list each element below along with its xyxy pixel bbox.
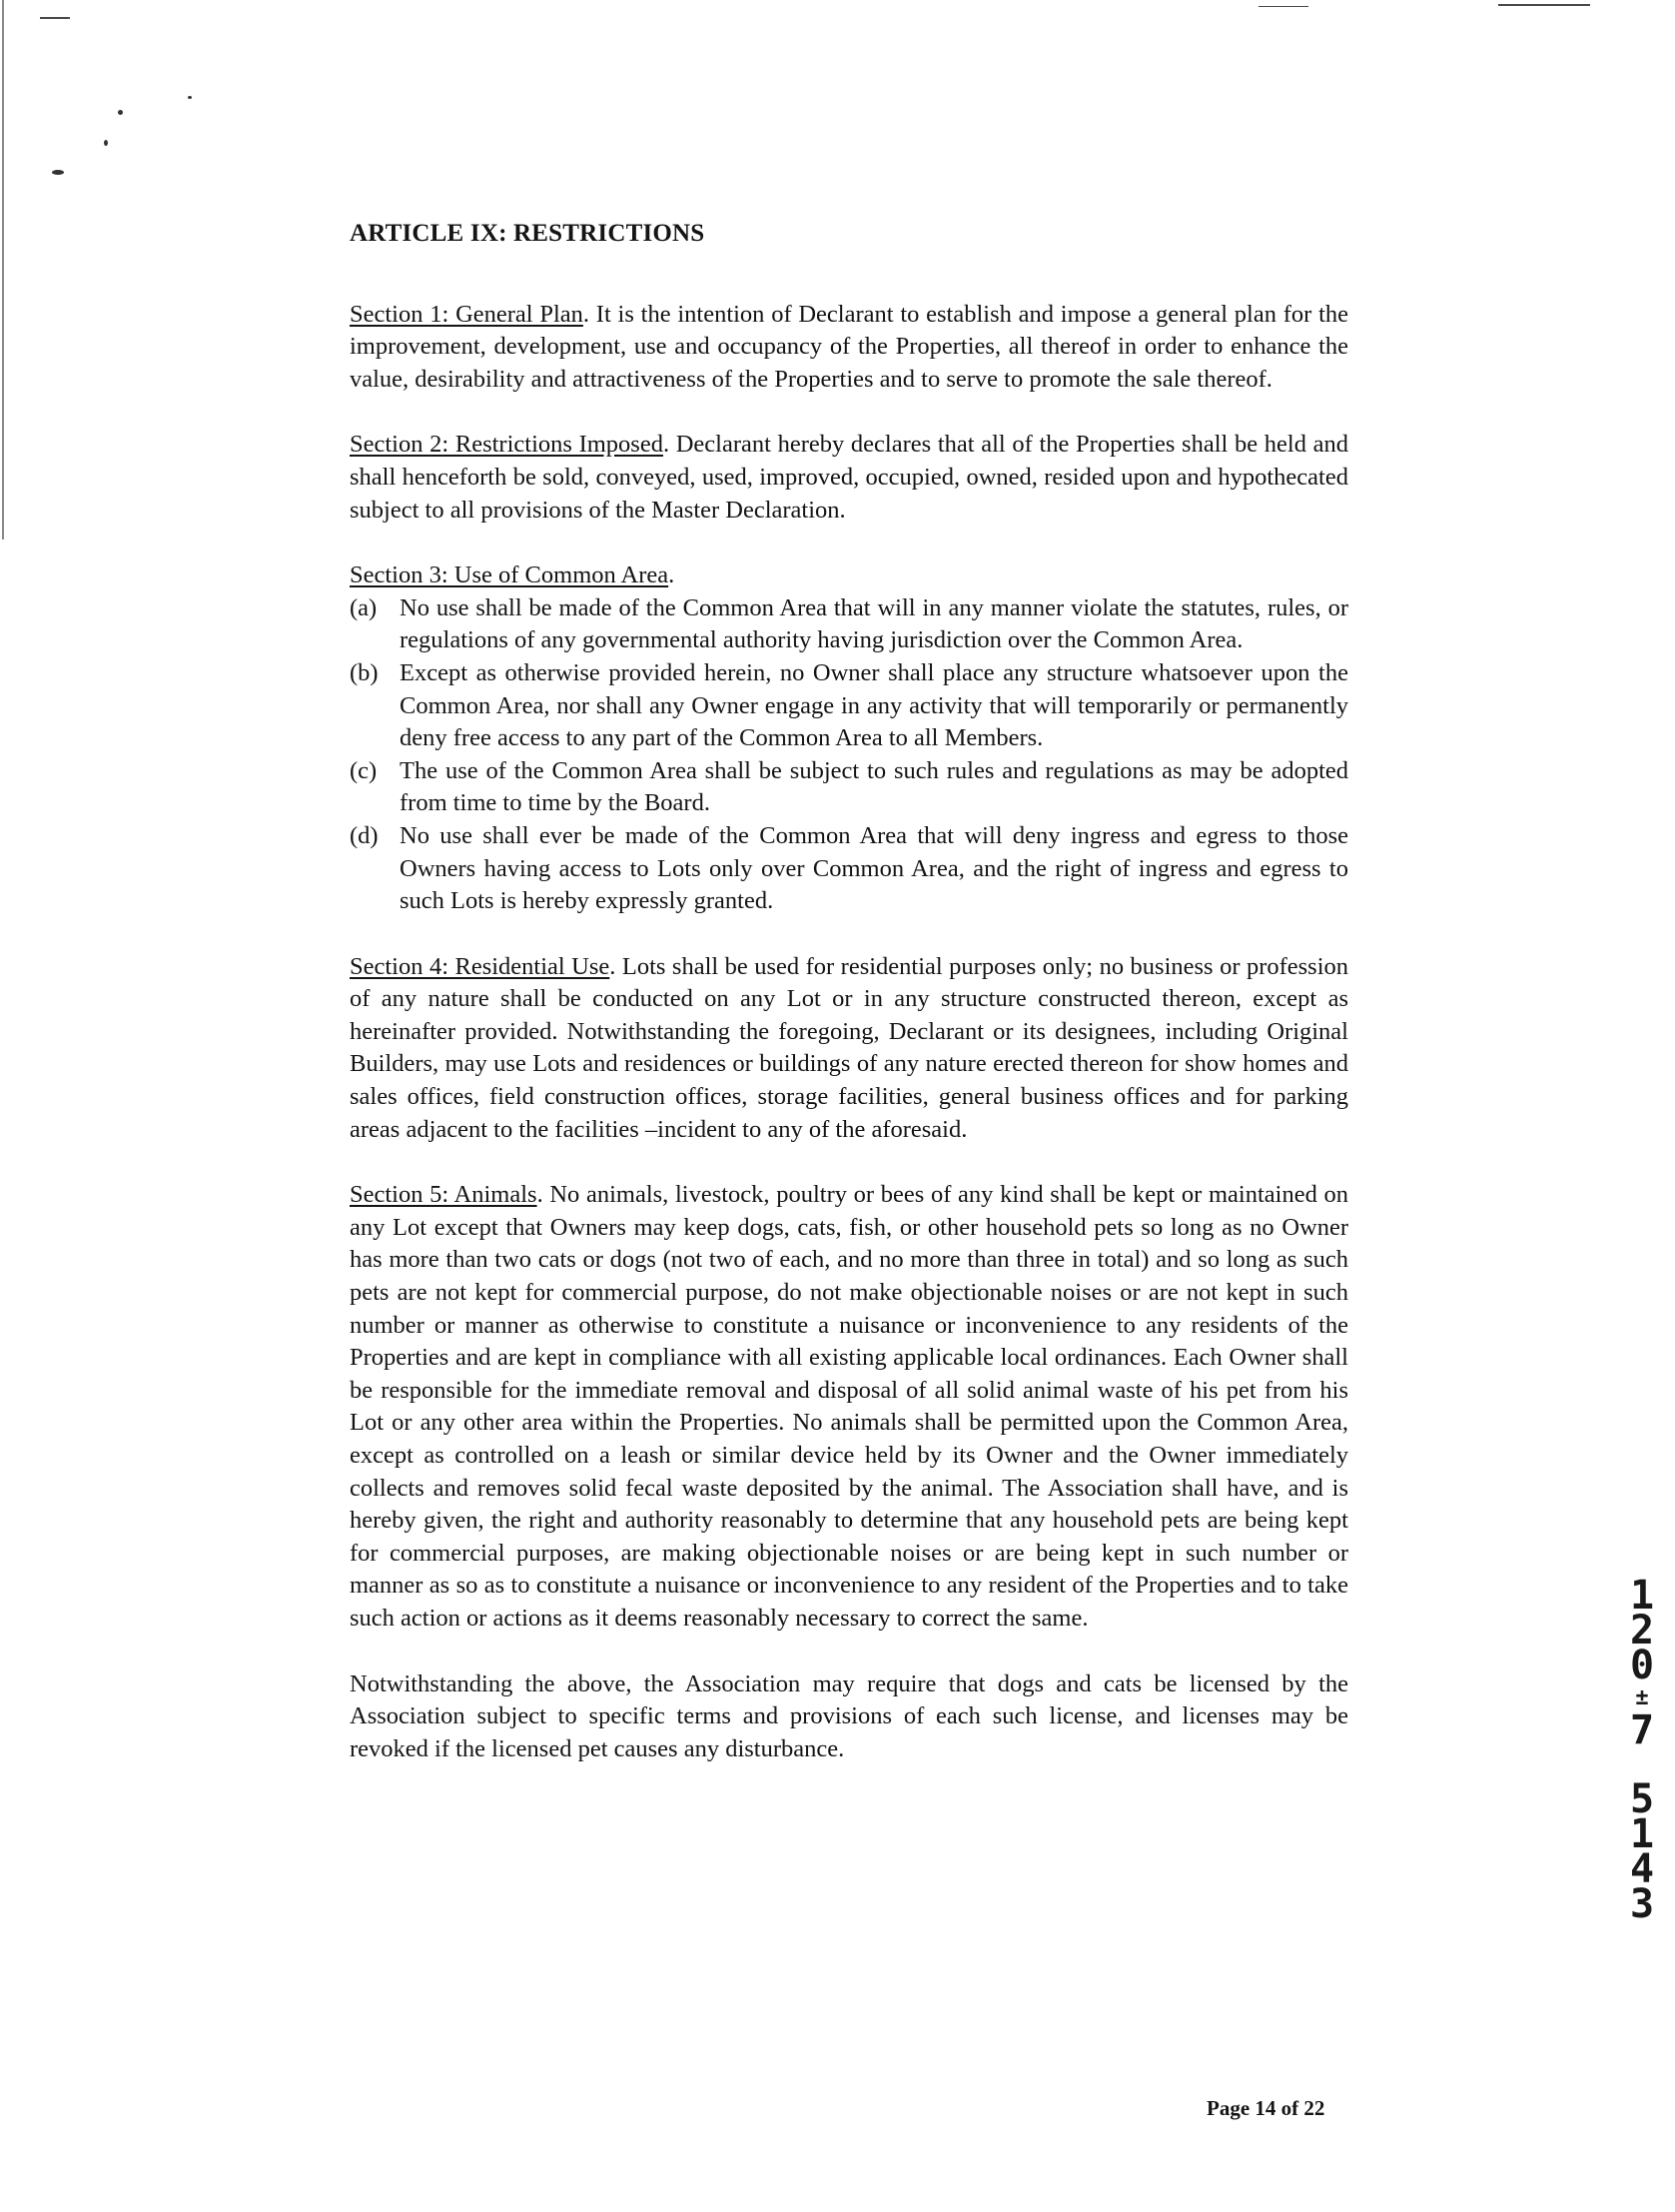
- list-item-marker: (b): [350, 658, 379, 686]
- scan-speck: [104, 140, 108, 146]
- section-5-heading: Section 5: Animals: [350, 1181, 537, 1209]
- scan-speck: [188, 96, 192, 99]
- margin-stamp: [1622, 1573, 1662, 1927]
- stamp-digit: 2: [1629, 1608, 1655, 1654]
- stamp-digit: 1: [1629, 1811, 1655, 1857]
- section-5: [350, 1179, 1348, 1635]
- list-item: [350, 755, 1348, 820]
- section-1-heading: Section 1: General Plan: [350, 300, 583, 328]
- stamp-digit: 3: [1629, 1881, 1655, 1927]
- article-title: ARTICLE IX: RESTRICTIONS: [350, 220, 705, 247]
- section-3-text: .: [668, 561, 675, 589]
- list-item-marker: (d): [350, 821, 379, 849]
- stamp-digit: 7: [1629, 1707, 1655, 1753]
- section-4-text: . Lots shall be used for residential purposes only; no business or profession of any nature shall be conducted on any Lot or in any structure constructed thereon, except as hereinafter provided. Notwithstanding the foregoing, Declarant or its designees, including Original Builders, may use Lots and residences or buildings of any nature erected thereon for show homes and sales offices, field construction offices, storage facilities, general business offices and for parking areas adjacent to the facilities –incident to any of the aforesaid.: [350, 952, 1349, 1143]
- scan-speck: [52, 170, 64, 175]
- scan-line-top-right: [1498, 4, 1590, 6]
- page-number: Page 14 of 22: [1207, 2096, 1325, 2120]
- section-1: [350, 299, 1348, 397]
- list-item-text: Except as otherwise provided herein, no Owner shall place any structure whatsoever upon the Common Area, nor shall any Owner engage in any activity that will temporarily or permanently deny free access to any part of the Common Area to all Members.: [400, 658, 1348, 752]
- list-item-marker: (a): [350, 593, 378, 621]
- section-4: [350, 951, 1348, 1147]
- scan-speck: [118, 110, 123, 115]
- section-2-text: . Declarant hereby declares that all of the Properties shall be held and shall henceforth be sold, conveyed, used, improved, occupied, owned, resided upon and hypothecated subject to all provisions of the Master Declaration.: [350, 431, 1348, 524]
- list-item: [350, 592, 1348, 657]
- scan-line-top-mid: [1258, 6, 1308, 7]
- scan-line-top-left: [40, 17, 70, 19]
- section-2-heading: Section 2: Restrictions Imposed: [350, 431, 663, 459]
- list-item-text: No use shall ever be made of the Common Area that will deny ingress and egress to those Owners having access to Lots only over Common Area, and the right of ingress and egress to such Lots is hereby expressly granted.: [400, 821, 1348, 915]
- stamp-digit: 5: [1629, 1776, 1655, 1822]
- scan-line-left-edge: [2, 0, 4, 540]
- section-3: [350, 559, 1348, 592]
- list-item-text: The use of the Common Area shall be subject to such rules and regulations as may be adopted from time to time by the Board.: [400, 756, 1348, 817]
- stamp-separator: ±: [1635, 1685, 1649, 1710]
- document-body: [350, 218, 1348, 1798]
- list-item: [350, 657, 1348, 755]
- closing-paragraph: Notwithstanding the above, the Association may require that dogs and cats be licensed by the Association subject to specific terms and provisions of each such license, and licenses may be revoked if the licensed pet causes any disturbance.: [350, 1669, 1348, 1762]
- section-2: [350, 429, 1348, 527]
- section-3-list: [350, 592, 1348, 918]
- stamp-digit: 4: [1629, 1846, 1655, 1892]
- list-item-text: No use shall be made of the Common Area that will in any manner violate the statutes, rules, or regulations of any governmental authority having jurisdiction over the Common Area.: [400, 593, 1348, 654]
- list-item-marker: (c): [350, 756, 378, 784]
- list-item: [350, 820, 1348, 918]
- section-5-text: . No animals, livestock, poultry or bees of any kind shall be kept or maintained on any Lot except that Owners may keep dogs, cats, fish, or other household pets so long as no Owner has more than two cats or dogs (not two of each, and no more than three in total) and so long as such pets are not kept for commercial purpose, do not make objectionable noises or are not kept in such number or manner as otherwise to constitute a nuisance or inconvenience to any residents of the Properties and are kept in compliance with all existing applicable local ordinances. Each Owner shall be responsible for the immediate removal and disposal of all solid animal waste of his pet from his Lot or any other area within the Properties. No animals shall be permitted upon the Common Area, except as controlled on a leash or similar device held by its Owner and the Owner immediately collects and removes solid fecal waste deposited by the animal. The Association shall have, and is hereby given, the right and authority reasonably to determine that any household pets are being kept for commercial purposes, are making objectionable noises or are being kept in such number or manner as so as to constitute a nuisance or inconvenience to any resident of the Properties and to take such action or actions as it deems reasonably necessary to correct the same.: [350, 1181, 1348, 1632]
- stamp-digit: 1: [1629, 1573, 1655, 1619]
- section-3-heading: Section 3: Use of Common Area: [350, 561, 669, 589]
- section-4-heading: Section 4: Residential Use: [350, 952, 610, 980]
- stamp-digit: 0: [1629, 1643, 1655, 1688]
- section-1-text: . It is the intention of Declarant to establish and impose a general plan for the improvement, development, use and occupancy of the Properties, all thereof in order to enhance the value, desirability and attractiveness of the Properties and to serve to promote the sale thereof.: [350, 300, 1348, 393]
